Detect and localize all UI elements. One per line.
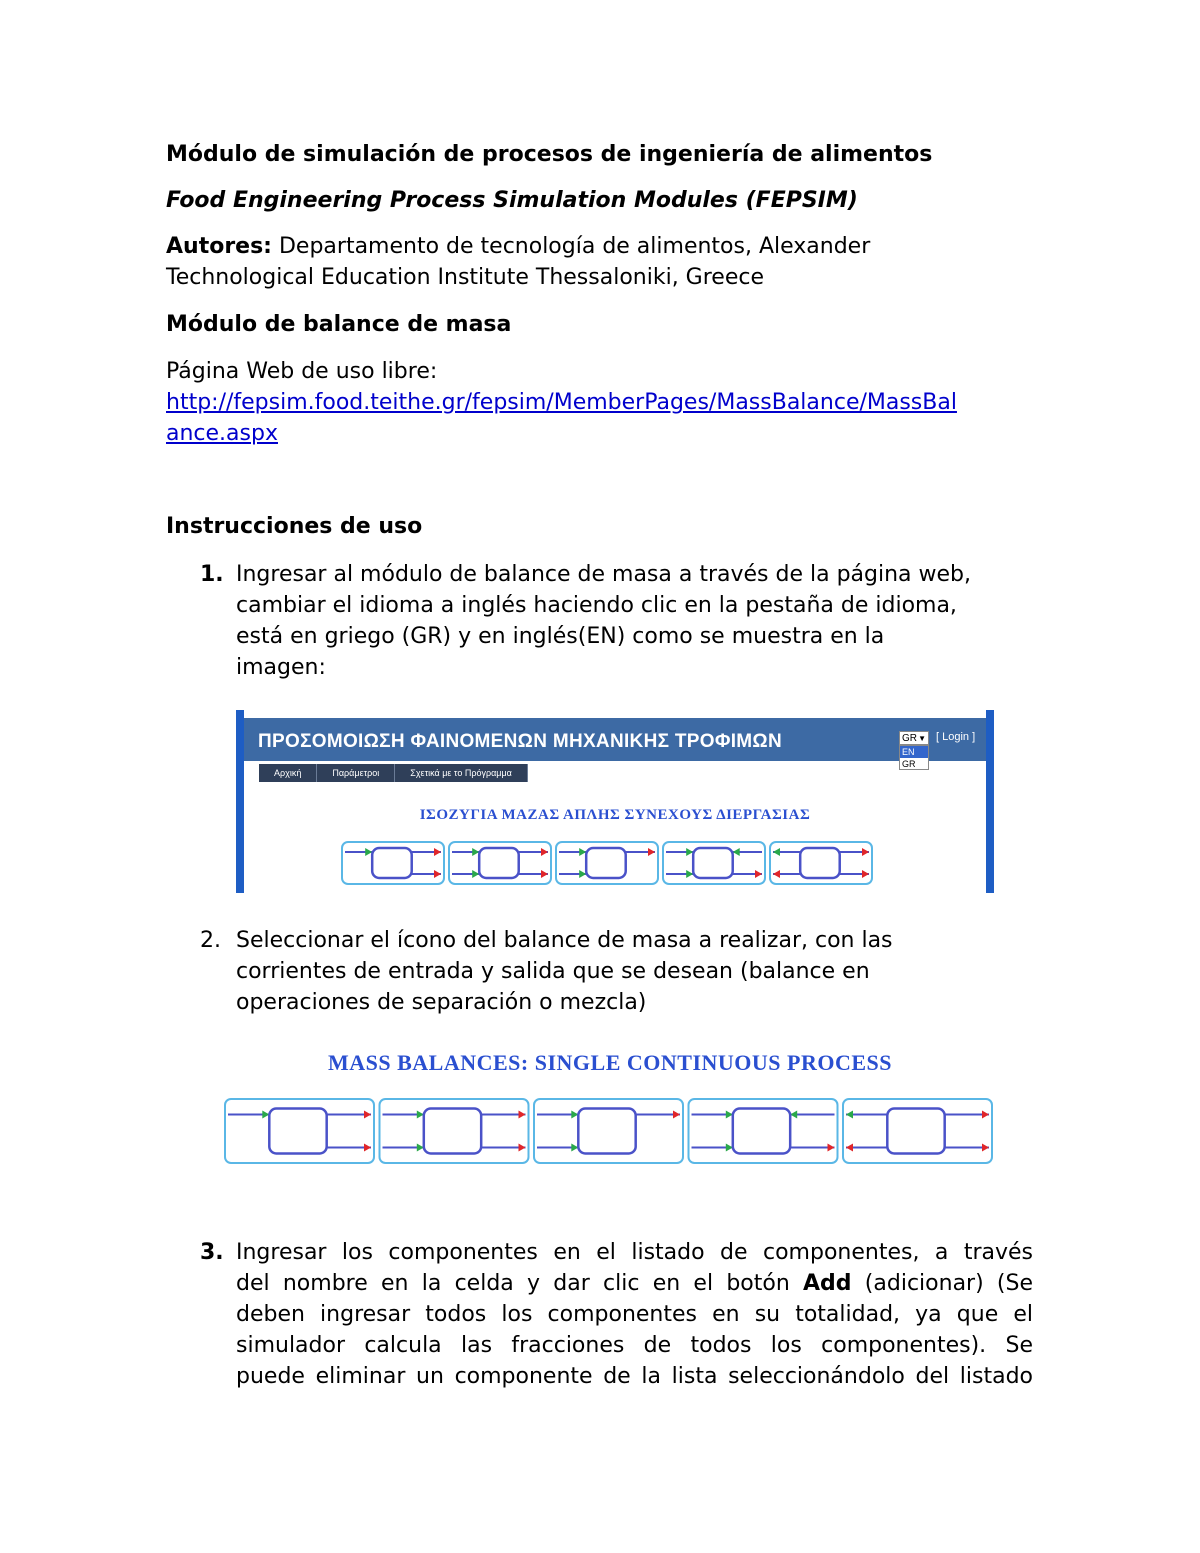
step-3-line: puede eliminar un componente de la lista seleccionándolo del listado — [236, 1364, 1033, 1389]
authors-line-2: Technological Education Institute Thessaloniki, Greece — [166, 265, 764, 290]
authors-text: Departamento de tecnología de alimentos, Alexander — [271, 234, 871, 259]
instructions-heading: Instrucciones de uso — [166, 514, 423, 539]
step-3-line: Ingresar los componentes en el listado de componentes, a través — [236, 1240, 1033, 1265]
language-select[interactable]: GR ▼ — [899, 731, 929, 745]
process-icons-row-large — [224, 1098, 996, 1168]
web-label: Página Web de uso libre: — [166, 359, 438, 384]
site-header-title: ΠΡΟΣΟΜΟΙΩΣΗ ΦΑΙΝΟΜΕΝΩΝ ΜΗΧΑΝΙΚΗΣ ΤΡΟΦΙΜΩΝ — [258, 731, 782, 752]
process-icon-button[interactable] — [843, 1099, 992, 1163]
mass-balance-icons-screenshot — [224, 1046, 996, 1176]
step-1-number: 1. — [200, 562, 224, 587]
url-link-line-1[interactable]: http://fepsim.food.teithe.gr/fepsim/MemberPages/MassBalance/MassBal — [166, 390, 957, 415]
step-3-line: del nombre en la celda y dar clic en el botón Add (adicionar) (Se — [236, 1271, 1034, 1296]
add-button-label: Add — [803, 1271, 852, 1296]
nav-item-parameters[interactable]: Παράμετροι — [317, 764, 395, 782]
site-nav — [259, 764, 528, 782]
process-icon-button[interactable] — [342, 842, 444, 884]
document-title: Módulo de simulación de procesos de ingeniería de alimentos — [166, 142, 933, 167]
step-2-line: corrientes de entrada y salida que se desean (balance en — [236, 959, 870, 984]
mass-balances-heading: MASS BALANCES: SINGLE CONTINUOUS PROCESS — [327, 1050, 892, 1075]
process-icon-button[interactable] — [689, 1099, 838, 1163]
process-icon-button[interactable] — [770, 842, 872, 884]
nav-item-about[interactable]: Σχετικά με το Πρόγραμμα — [395, 764, 528, 782]
step-1-line: cambiar el idioma a inglés haciendo clic en la pestaña de idioma, — [236, 593, 957, 618]
step-1-line: imagen: — [236, 655, 326, 680]
nav-item-home[interactable]: Αρχική — [259, 764, 317, 782]
process-icon-button[interactable] — [663, 842, 765, 884]
url-link-line-2[interactable]: ance.aspx — [166, 421, 278, 446]
step-2-line: Seleccionar el ícono del balance de masa a realizar, con las — [236, 928, 893, 953]
language-dropdown — [899, 745, 929, 770]
chevron-down-icon: ▼ — [918, 734, 926, 743]
step-1-line: Ingresar al módulo de balance de masa a través de la página web, — [236, 562, 972, 587]
authors-line-1 — [166, 231, 870, 262]
login-link[interactable]: [ Login ] — [936, 731, 976, 743]
module-heading: Módulo de balance de masa — [166, 312, 512, 337]
process-icon-button[interactable] — [380, 1099, 529, 1163]
greek-page-heading: ΙΣΟΖΥΓΙΑ ΜΑΖΑΣ ΑΠΛΗΣ ΣΥΝΕΧΟΥΣ ΔΙΕΡΓΑΣΙΑΣ — [419, 807, 811, 823]
step-2-line: operaciones de separación o mezcla) — [236, 990, 647, 1015]
process-icon-button[interactable] — [225, 1099, 374, 1163]
website-screenshot-greek — [236, 710, 994, 893]
step-1-line: está en griego (GR) y en inglés(EN) como se muestra en la — [236, 624, 885, 649]
document-subtitle: Food Engineering Process Simulation Modules (FEPSIM) — [166, 188, 858, 213]
language-option-en[interactable]: EN — [900, 746, 928, 758]
language-option-gr[interactable]: GR — [902, 759, 916, 769]
step-3-number: 3. — [200, 1240, 224, 1265]
step-3-line: simulador calcula las fracciones de todos los componentes). Se — [236, 1333, 1033, 1358]
process-icon-button[interactable] — [449, 842, 551, 884]
step-2-number: 2. — [200, 928, 221, 953]
process-icons-row-small — [341, 841, 887, 889]
process-icon-button[interactable] — [556, 842, 658, 884]
step-3-line: deben ingresar todos los componentes en su totalidad, ya que el — [236, 1302, 1033, 1327]
process-icon-button[interactable] — [534, 1099, 683, 1163]
authors-label: Autores: — [166, 234, 272, 259]
